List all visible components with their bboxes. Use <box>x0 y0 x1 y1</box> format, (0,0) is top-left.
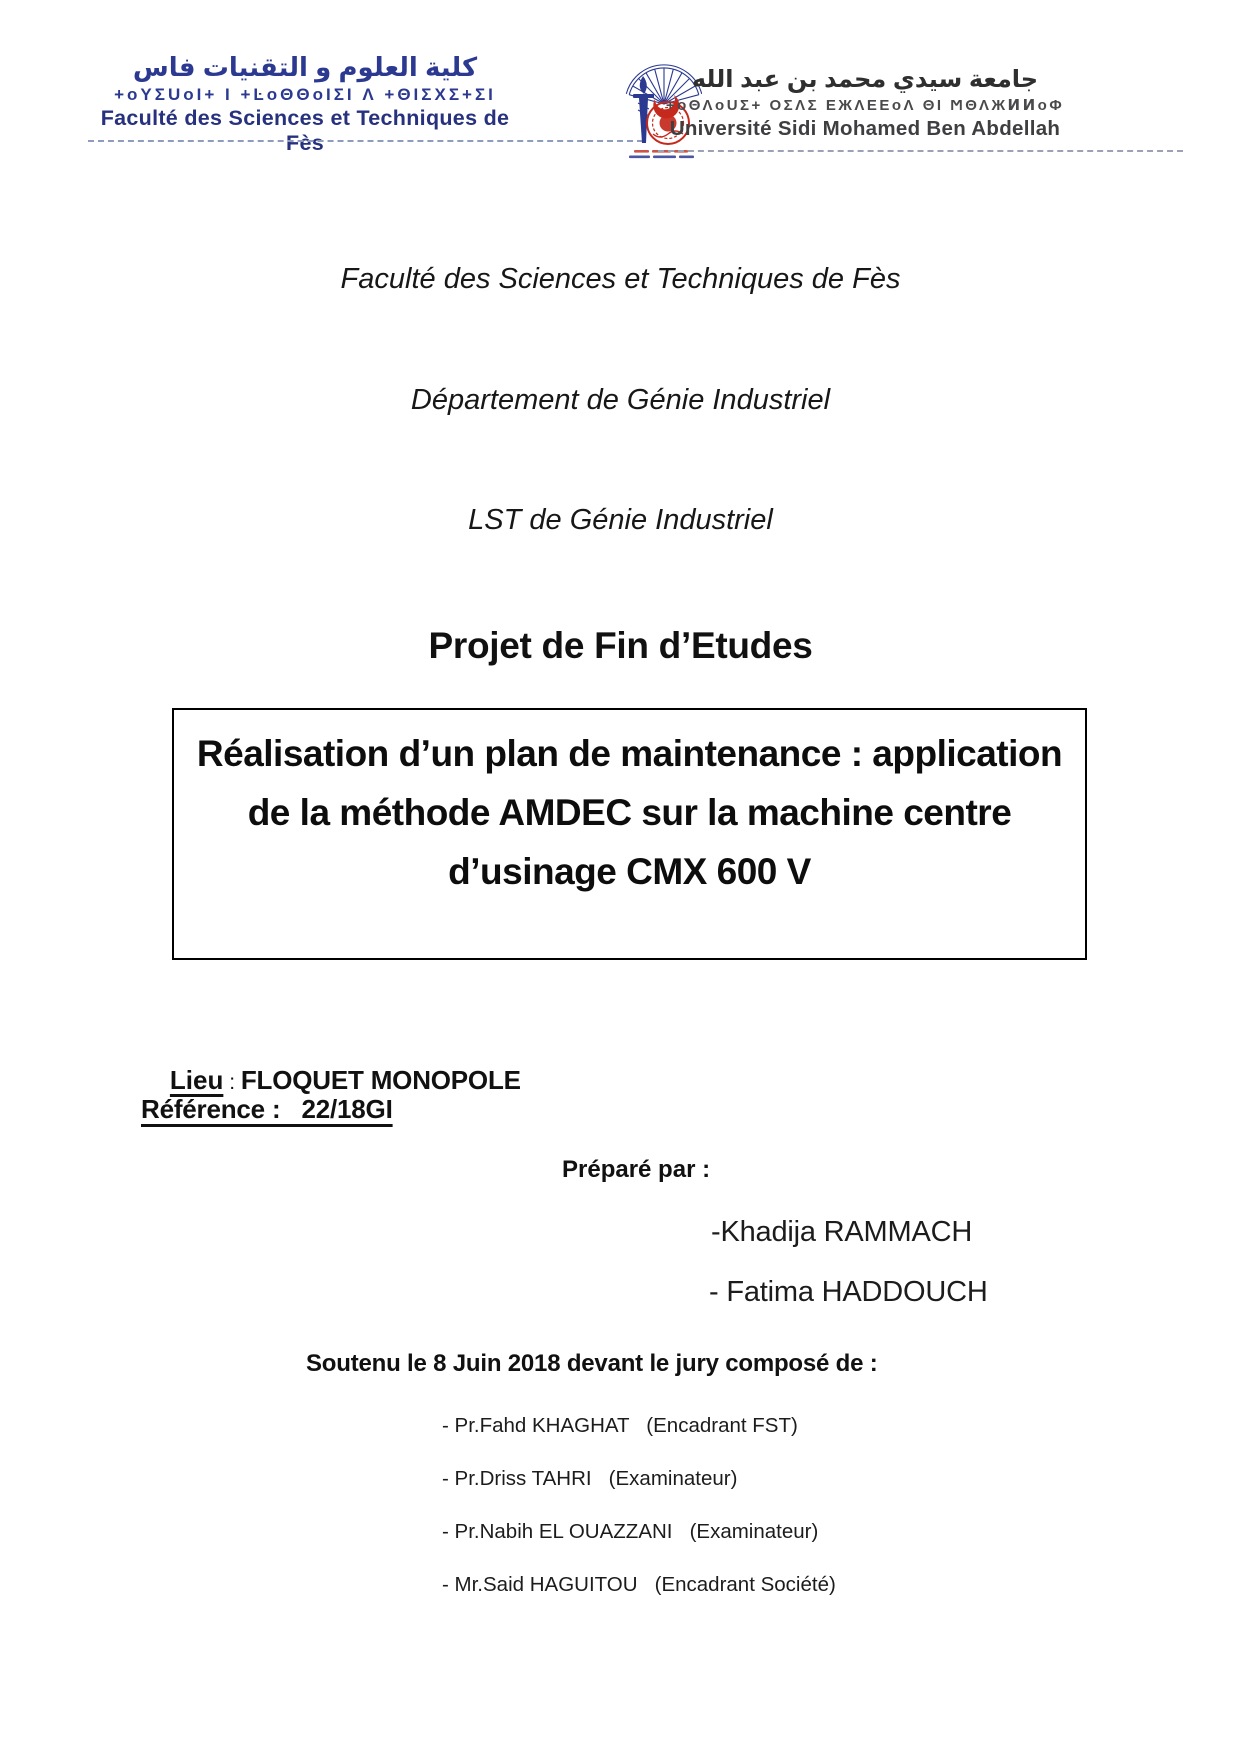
faculty-heading: Faculté des Sciences et Techniques de Fès <box>340 263 901 295</box>
jury-member: - Pr.Fahd KHAGHAT (Encadrant FST) <box>442 1414 798 1437</box>
jury-member: - Pr.Nabih EL OUAZZANI (Examinateur) <box>442 1520 819 1543</box>
university-name-tifinagh: +oΘΛoUΣ+ ΟΣΛΣ ΕЖΛΕΕoΛ ΘΙ ϺΘΛЖͶͶoΦ <box>665 97 1065 114</box>
jury-member: - Mr.Said HAGUITOU (Encadrant Société) <box>442 1573 836 1596</box>
location-label: Lieu <box>169 1065 224 1095</box>
prepared-by-label: Préparé par : <box>562 1156 711 1183</box>
project-title-line-1: Réalisation d’un plan de maintenance : application <box>196 733 1063 774</box>
project-type-heading: Projet de Fin d’Etudes <box>428 625 813 666</box>
project-title-line-3: d’usinage CMX 600 V <box>448 851 811 892</box>
project-title-box <box>172 708 1087 960</box>
faculty-name-arabic: كلية العلوم و التقنيات فاس <box>132 52 478 82</box>
author-name: - Fatima HADDOUCH <box>709 1276 988 1308</box>
program-heading: LST de Génie Industriel <box>468 504 773 536</box>
university-name-arabic: جامعة سيدي محمد بن عبد الله <box>691 66 1039 93</box>
header-right-block <box>655 64 1075 141</box>
location-value: FLOQUET MONOPOLE <box>240 1065 521 1095</box>
project-title-line-2: de la méthode AMDEC sur la machine centre <box>247 792 1012 833</box>
location-separator: : <box>223 1071 241 1094</box>
university-name-french: Université Sidi Mohamed Ben Abdellah <box>669 117 1061 140</box>
jury-member: - Pr.Driss TAHRI (Examinateur) <box>442 1467 738 1490</box>
header-right-dashed-rule <box>658 150 1183 152</box>
header-left-dashed-rule <box>88 140 643 142</box>
author-name: -Khadija RAMMACH <box>711 1216 973 1248</box>
faculty-name-french: Faculté des Sciences et Techniques de Fès <box>100 106 510 155</box>
department-heading: Département de Génie Industriel <box>410 384 831 416</box>
faculty-name-tifinagh: +oYΣUoI+ I +ĿoΘΘoIΣI Λ +ΘIΣXΣ+ΣI <box>114 85 496 104</box>
defense-date-line: Soutenu le 8 Juin 2018 devant le jury composé de : <box>306 1350 878 1377</box>
reference-line: Référence : 22/18GI <box>141 1094 393 1124</box>
